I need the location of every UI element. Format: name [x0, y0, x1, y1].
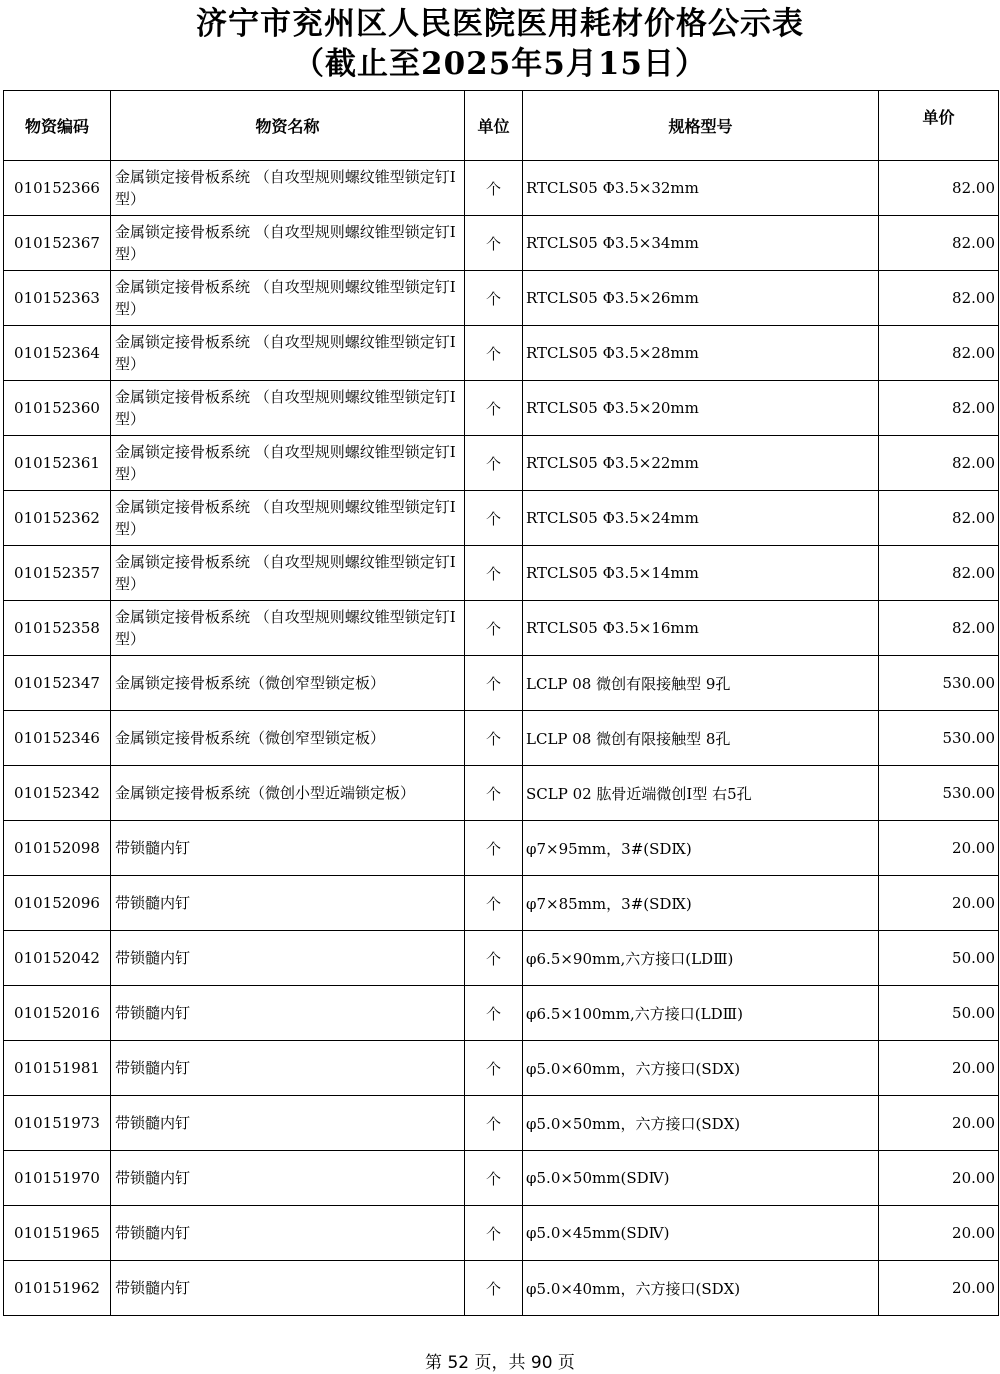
- table-row: [4, 216, 999, 271]
- cell-name: 金属锁定接骨板系统 （自攻型规则螺纹锥型锁定钉I型）: [111, 271, 465, 326]
- cell-spec: RTCLS05 Φ3.5×22mm: [523, 436, 879, 491]
- cell-unit: 个: [465, 216, 523, 271]
- cell-spec: φ5.0×50mm，六方接口(SDⅩ): [523, 1096, 879, 1151]
- cell-unit: 个: [465, 436, 523, 491]
- cell-name: 金属锁定接骨板系统 （自攻型规则螺纹锥型锁定钉I型）: [111, 436, 465, 491]
- cell-price: 82.00: [879, 271, 999, 326]
- cell-price: 530.00: [879, 766, 999, 821]
- table-row: [4, 656, 999, 711]
- cell-price: 50.00: [879, 931, 999, 986]
- cell-spec: RTCLS05 Φ3.5×20mm: [523, 381, 879, 436]
- cell-unit: 个: [465, 821, 523, 876]
- cell-spec: φ5.0×40mm，六方接口(SDⅩ): [523, 1261, 879, 1316]
- header-price: 单价: [879, 91, 999, 161]
- cell-code: 010152361: [4, 436, 111, 491]
- cell-price: 20.00: [879, 1096, 999, 1151]
- cell-spec: RTCLS05 Φ3.5×28mm: [523, 326, 879, 381]
- cell-price: 50.00: [879, 986, 999, 1041]
- cell-spec: RTCLS05 Φ3.5×24mm: [523, 491, 879, 546]
- table-row: [4, 1151, 999, 1206]
- cell-spec: φ7×95mm，3#(SDⅨ): [523, 821, 879, 876]
- cell-name: 金属锁定接骨板系统 （自攻型规则螺纹锥型锁定钉I型）: [111, 491, 465, 546]
- cell-unit: 个: [465, 931, 523, 986]
- cell-price: 530.00: [879, 656, 999, 711]
- cell-name: 金属锁定接骨板系统 （自攻型规则螺纹锥型锁定钉I型）: [111, 601, 465, 656]
- cell-code: 010151981: [4, 1041, 111, 1096]
- cell-unit: 个: [465, 1041, 523, 1096]
- cell-unit: 个: [465, 161, 523, 216]
- cell-price: 82.00: [879, 491, 999, 546]
- table-row: [4, 381, 999, 436]
- table-row: [4, 436, 999, 491]
- table-row: [4, 821, 999, 876]
- cell-unit: 个: [465, 1206, 523, 1261]
- cell-name: 带锁髓内钉: [111, 986, 465, 1041]
- cell-spec: RTCLS05 Φ3.5×32mm: [523, 161, 879, 216]
- cell-name: 带锁髓内钉: [111, 931, 465, 986]
- cell-code: 010152366: [4, 161, 111, 216]
- cell-code: 010152357: [4, 546, 111, 601]
- cell-price: 20.00: [879, 1261, 999, 1316]
- cell-code: 010152342: [4, 766, 111, 821]
- table-row: [4, 546, 999, 601]
- table-row: [4, 876, 999, 931]
- cell-price: 82.00: [879, 601, 999, 656]
- cell-name: 金属锁定接骨板系统（微创小型近端锁定板）: [111, 766, 465, 821]
- cell-code: 010151970: [4, 1151, 111, 1206]
- header-code: 物资编码: [4, 91, 111, 161]
- cell-unit: 个: [465, 656, 523, 711]
- table-row: [4, 1261, 999, 1316]
- cell-name: 金属锁定接骨板系统 （自攻型规则螺纹锥型锁定钉I型）: [111, 326, 465, 381]
- cell-unit: 个: [465, 986, 523, 1041]
- cell-unit: 个: [465, 326, 523, 381]
- header-name: 物资名称: [111, 91, 465, 161]
- table-row: [4, 1206, 999, 1261]
- table-row: [4, 766, 999, 821]
- cell-code: 010152346: [4, 711, 111, 766]
- cell-price: 82.00: [879, 436, 999, 491]
- cell-spec: RTCLS05 Φ3.5×26mm: [523, 271, 879, 326]
- cell-spec: LCLP 08 微创有限接触型 8孔: [523, 711, 879, 766]
- cell-unit: 个: [465, 546, 523, 601]
- cell-spec: RTCLS05 Φ3.5×34mm: [523, 216, 879, 271]
- cell-spec: φ5.0×60mm，六方接口(SDⅩ): [523, 1041, 879, 1096]
- cell-name: 金属锁定接骨板系统 （自攻型规则螺纹锥型锁定钉I型）: [111, 381, 465, 436]
- table-row: [4, 1096, 999, 1151]
- table-row: [4, 326, 999, 381]
- cell-code: 010152363: [4, 271, 111, 326]
- cell-spec: φ6.5×90mm,六方接口(LDⅢ): [523, 931, 879, 986]
- cell-code: 010151973: [4, 1096, 111, 1151]
- page-title: 济宁市兖州区人民医院医用耗材价格公示表: [196, 6, 804, 42]
- cell-code: 010151965: [4, 1206, 111, 1261]
- cell-name: 带锁髓内钉: [111, 1206, 465, 1261]
- cell-unit: 个: [465, 766, 523, 821]
- cell-code: 010152098: [4, 821, 111, 876]
- page-subtitle-date: （截止至2025年5月15日）: [293, 46, 707, 82]
- cell-spec: LCLP 08 微创有限接触型 9孔: [523, 656, 879, 711]
- table-row: [4, 271, 999, 326]
- cell-name: 带锁髓内钉: [111, 1151, 465, 1206]
- cell-code: 010152358: [4, 601, 111, 656]
- cell-name: 金属锁定接骨板系统 （自攻型规则螺纹锥型锁定钉I型）: [111, 216, 465, 271]
- cell-price: 82.00: [879, 161, 999, 216]
- cell-unit: 个: [465, 271, 523, 326]
- cell-code: 010152042: [4, 931, 111, 986]
- cell-name: 金属锁定接骨板系统 （自攻型规则螺纹锥型锁定钉I型）: [111, 546, 465, 601]
- cell-spec: φ7×85mm，3#(SDⅨ): [523, 876, 879, 931]
- cell-spec: SCLP 02 肱骨近端微创Ⅰ型 右5孔: [523, 766, 879, 821]
- cell-price: 82.00: [879, 216, 999, 271]
- table-row: [4, 986, 999, 1041]
- cell-code: 010152362: [4, 491, 111, 546]
- cell-unit: 个: [465, 1151, 523, 1206]
- cell-price: 20.00: [879, 1206, 999, 1261]
- cell-name: 带锁髓内钉: [111, 821, 465, 876]
- cell-price: 82.00: [879, 381, 999, 436]
- cell-spec: φ5.0×45mm(SDⅣ): [523, 1206, 879, 1261]
- cell-unit: 个: [465, 711, 523, 766]
- cell-price: 20.00: [879, 1151, 999, 1206]
- cell-code: 010152096: [4, 876, 111, 931]
- table-row: [4, 601, 999, 656]
- table-row: [4, 161, 999, 216]
- header-unit: 单位: [465, 91, 523, 161]
- cell-price: 20.00: [879, 821, 999, 876]
- cell-price: 82.00: [879, 546, 999, 601]
- cell-spec: RTCLS05 Φ3.5×14mm: [523, 546, 879, 601]
- cell-name: 带锁髓内钉: [111, 1041, 465, 1096]
- table-body: [4, 161, 999, 1316]
- price-table: [3, 90, 999, 1316]
- cell-spec: φ6.5×100mm,六方接口(LDⅢ): [523, 986, 879, 1041]
- cell-price: 530.00: [879, 711, 999, 766]
- cell-code: 010152347: [4, 656, 111, 711]
- table-row: [4, 931, 999, 986]
- table-row: [4, 1041, 999, 1096]
- cell-price: 20.00: [879, 1041, 999, 1096]
- table-header-row: [4, 91, 999, 161]
- cell-unit: 个: [465, 1261, 523, 1316]
- cell-name: 金属锁定接骨板系统 （自攻型规则螺纹锥型锁定钉I型）: [111, 161, 465, 216]
- cell-code: 010151962: [4, 1261, 111, 1316]
- table-row: [4, 491, 999, 546]
- cell-unit: 个: [465, 381, 523, 436]
- header-spec: 规格型号: [523, 91, 879, 161]
- cell-spec: φ5.0×50mm(SDⅣ): [523, 1151, 879, 1206]
- cell-code: 010152367: [4, 216, 111, 271]
- cell-unit: 个: [465, 1096, 523, 1151]
- cell-code: 010152364: [4, 326, 111, 381]
- cell-name: 带锁髓内钉: [111, 1261, 465, 1316]
- cell-name: 金属锁定接骨板系统（微创窄型锁定板）: [111, 711, 465, 766]
- page-footer: 第 52 页，共 90 页: [425, 1353, 575, 1373]
- cell-unit: 个: [465, 491, 523, 546]
- cell-price: 82.00: [879, 326, 999, 381]
- cell-name: 金属锁定接骨板系统（微创窄型锁定板）: [111, 656, 465, 711]
- cell-code: 010152360: [4, 381, 111, 436]
- table-row: [4, 711, 999, 766]
- cell-name: 带锁髓内钉: [111, 1096, 465, 1151]
- cell-unit: 个: [465, 876, 523, 931]
- cell-unit: 个: [465, 601, 523, 656]
- cell-name: 带锁髓内钉: [111, 876, 465, 931]
- cell-code: 010152016: [4, 986, 111, 1041]
- cell-price: 20.00: [879, 876, 999, 931]
- cell-spec: RTCLS05 Φ3.5×16mm: [523, 601, 879, 656]
